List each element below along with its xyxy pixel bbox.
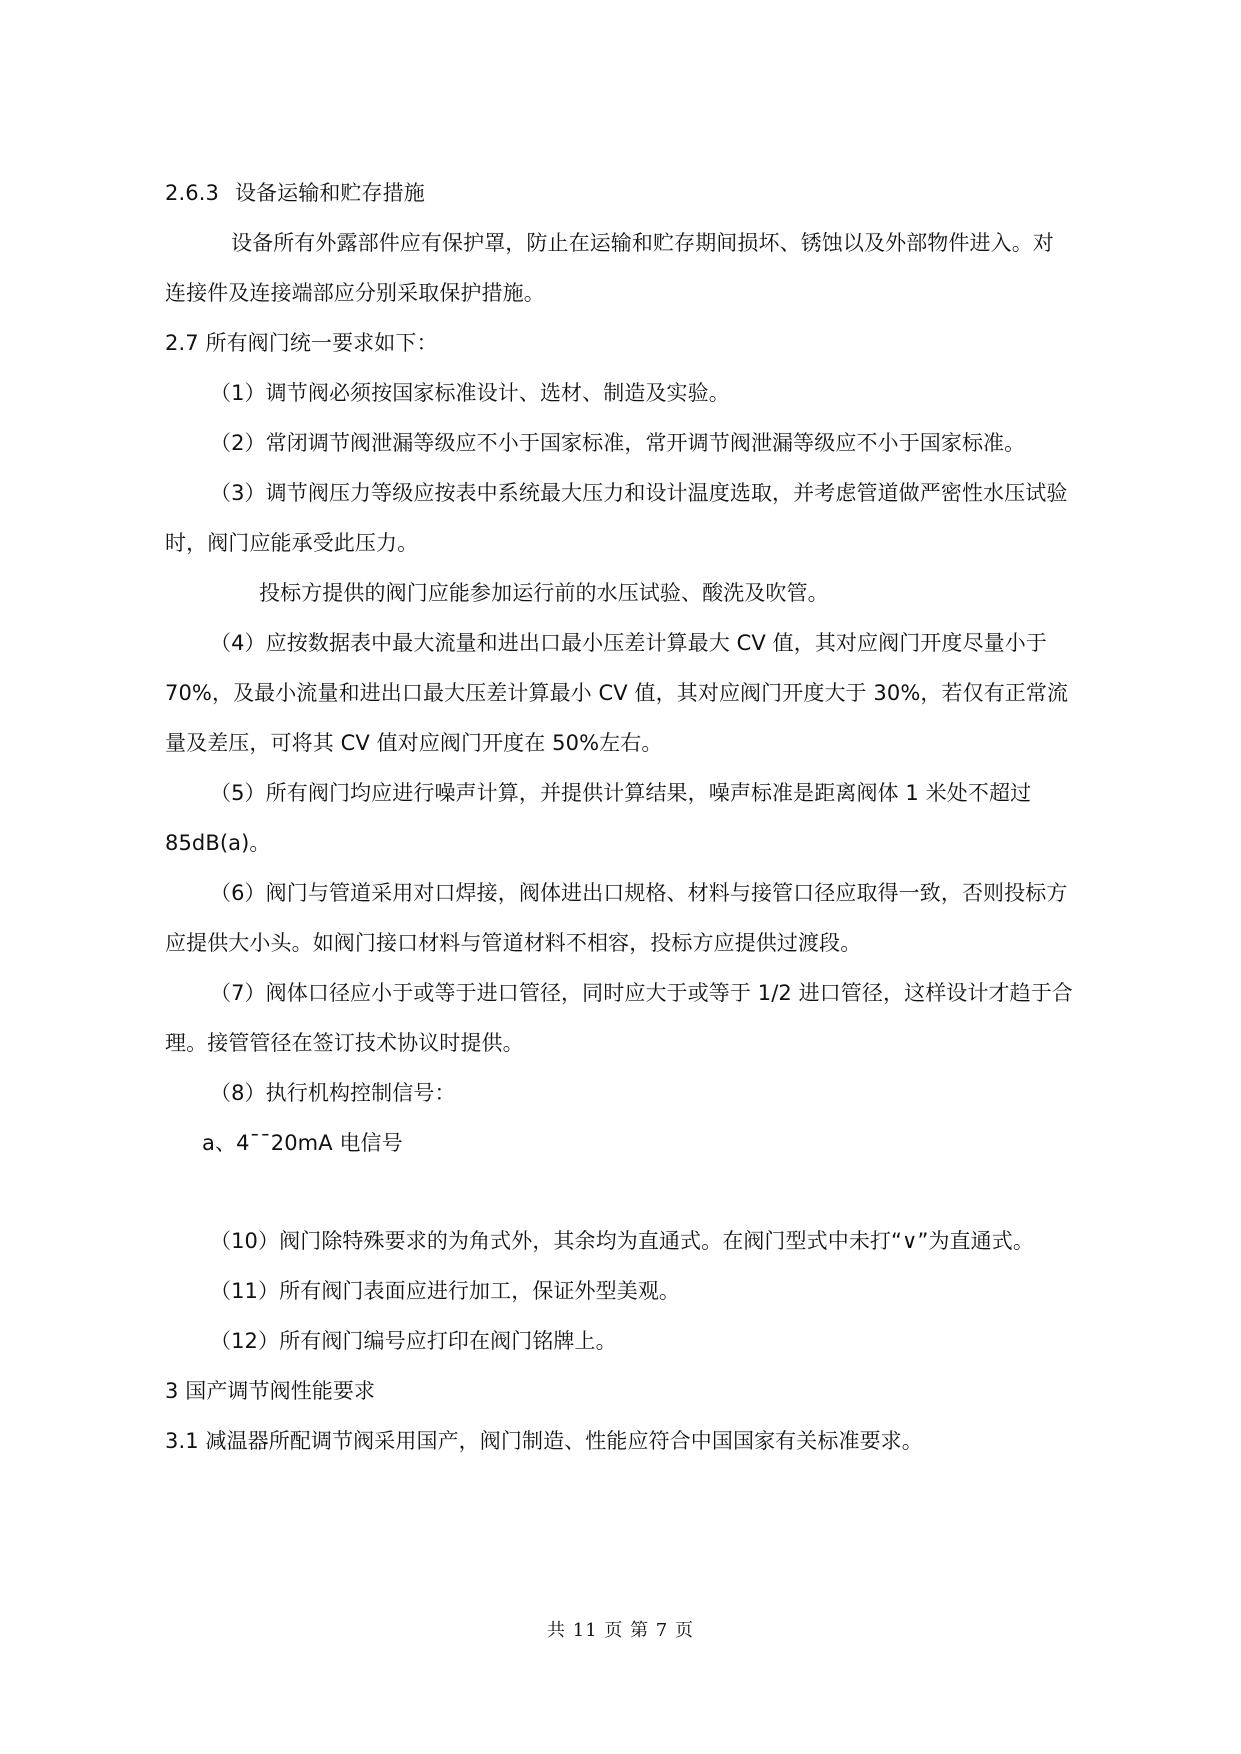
section-heading-2-7: 2.7 所有阀门统一要求如下： — [165, 331, 438, 355]
list-item-1: （1）调节阀必须按国家标准设计、选材、制造及实验。 — [210, 381, 730, 405]
list-item-7: （7）阀体口径应小于或等于进口管径，同时应大于或等于 1/2 进口管径，这样设计才趋于合 — [210, 981, 1073, 1005]
list-item-8: （8）执行机构控制信号： — [210, 1081, 456, 1105]
paragraph-line: 连接件及连接端部应分别采取保护措施。 — [165, 281, 545, 305]
list-item-4: （4）应按数据表中最大流量和进出口最小压差计算最大 CV 值，其对应阀门开度尽量小于 — [210, 631, 1047, 655]
list-item-6-continuation: 应提供大小头。如阀门接口材料与管道材料不相容，投标方应提供过渡段。 — [165, 931, 862, 955]
list-item-12: （12）所有阀门编号应打印在阀门铭牌上。 — [210, 1329, 617, 1353]
list-item-8-sub-a: a、4¯¯20mA 电信号 — [202, 1131, 403, 1155]
document-body — [165, 168, 1080, 1466]
section-heading-2-6-3 — [165, 168, 1080, 218]
list-item-7-continuation: 理。接管管径在签订技术协议时提供。 — [165, 1031, 524, 1055]
list-item-2: （2）常闭调节阀泄漏等级应不小于国家标准，常开调节阀泄漏等级应不小于国家标准。 — [210, 431, 1026, 455]
section-number: 2.6.3 — [165, 181, 219, 205]
paragraph-line: 设备所有外露部件应有保护罩，防止在运输和贮存期间损坏、锈蚀以及外部物件进入。对 — [231, 231, 1054, 255]
list-item-4-continuation: 量及差压，可将其 CV 值对应阀门开度在 50%左右。 — [165, 731, 663, 755]
list-item-3-note: 投标方提供的阀门应能参加运行前的水压试验、酸洗及吹管。 — [259, 581, 829, 605]
list-item-3: （3）调节阀压力等级应按表中系统最大压力和设计温度选取，并考虑管道做严密性水压试验 — [210, 481, 1068, 505]
list-item-6: （6）阀门与管道采用对口焊接，阀体进出口规格、材料与接管口径应取得一致，否则投标方 — [210, 881, 1068, 905]
page-footer: 共 11 页 第 7 页 — [547, 1620, 694, 1641]
list-item-4-continuation: 70%，及最小流量和进出口最大压差计算最小 CV 值，其对应阀门开度大于 30%，若仅有正常流 — [165, 681, 1069, 705]
list-item-3-continuation: 时，阀门应能承受此压力。 — [165, 531, 419, 555]
section-heading-3-1: 3.1 减温器所配调节阀采用国产，阀门制造、性能应符合中国国家有关标准要求。 — [165, 1429, 923, 1453]
section-heading-3: 3 国产调节阀性能要求 — [165, 1379, 376, 1403]
list-item-10: （10）阀门除特殊要求的为角式外，其余均为直通式。在阀门型式中未打“∨”为直通式。 — [210, 1229, 1034, 1253]
section-title: 设备运输和贮存措施 — [234, 181, 425, 205]
list-item-5: （5）所有阀门均应进行噪声计算，并提供计算结果，噪声标准是距离阀体 1 米处不超过 — [210, 781, 1032, 805]
list-item-5-continuation: 85dB(a)。 — [165, 831, 271, 855]
blank-spacer — [165, 1168, 1080, 1216]
list-item-11: （11）所有阀门表面应进行加工，保证外型美观。 — [210, 1279, 681, 1303]
